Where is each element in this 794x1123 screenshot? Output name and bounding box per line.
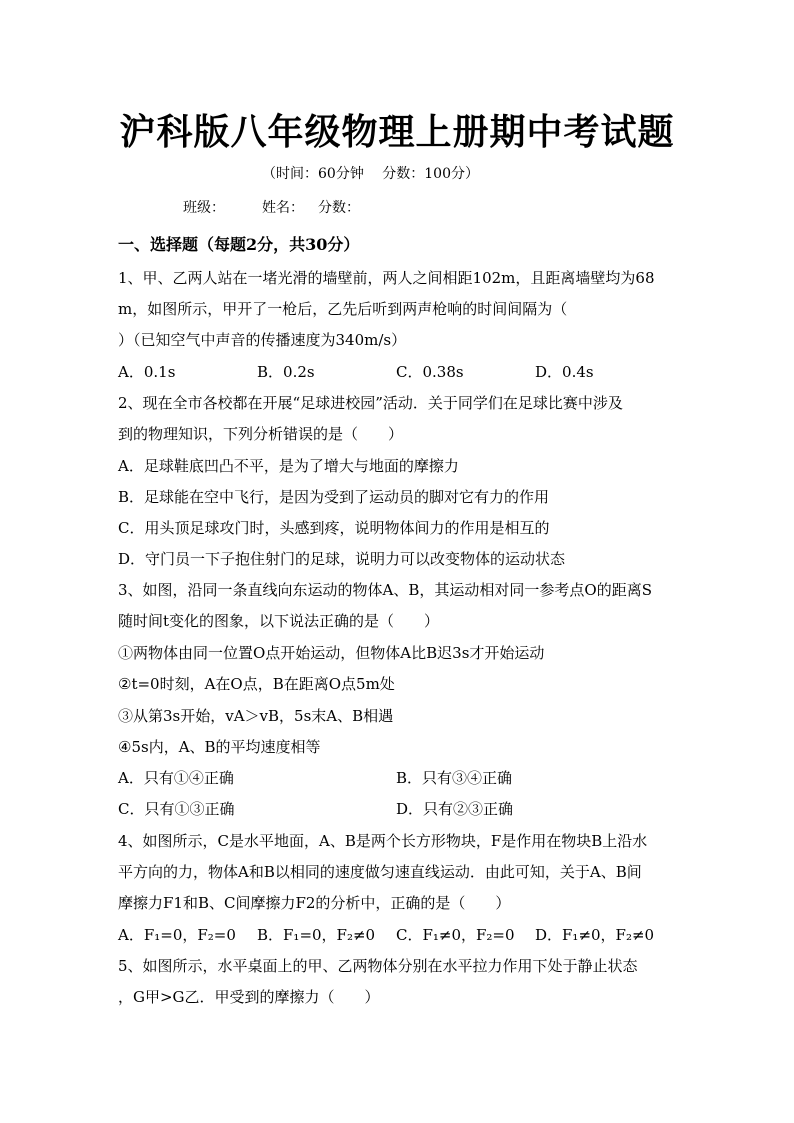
q3-line2: 随时间t变化的图象，以下说法正确的是（ ） <box>118 612 440 630</box>
q4-option-a: A．F₁=0，F₂=0 <box>118 926 236 944</box>
q2-option-b: B．足球能在空中飞行，是因为受到了运动员的脚对它有力的作用 <box>118 488 550 506</box>
q2-line2: 到的物理知识，下列分析错误的是（ ） <box>118 425 404 443</box>
q1-option-c: C．0.38s <box>396 363 464 381</box>
q1-line2: m，如图所示，甲开了一枪后，乙先后听到两声枪响的时间间隔为（ <box>118 300 568 318</box>
section-heading: 一、选择题（每题2分，共30分） <box>118 235 360 254</box>
q4-option-c: C．F₁≠0，F₂=0 <box>396 926 515 944</box>
q4-line1: 4、如图所示，C是水平地面，A、B是两个长方形物块，F是作用在物块B上沿水 <box>118 832 648 850</box>
q3-statement-3: ③从第3s开始，vA＞vB，5s末A、B相遇 <box>118 707 394 725</box>
q3-option-c: C．只有①③正确 <box>118 800 235 818</box>
q2-line1: 2、现在全市各校都在开展“足球进校园”活动．关于同学们在足球比赛中涉及 <box>118 394 623 412</box>
q3-option-b: B．只有③④正确 <box>396 769 513 787</box>
name-label: 姓名： <box>262 200 304 216</box>
q5-line1: 5、如图所示，水平桌面上的甲、乙两物体分别在水平拉力作用下处于静止状态 <box>118 957 638 975</box>
class-label: 班级： <box>183 200 225 216</box>
q4-line2: 平方向的力，物体A和B以相同的速度做匀速直线运动．由此可知，关于A、B间 <box>118 863 642 881</box>
q2-option-a: A．足球鞋底凹凸不平，是为了增大与地面的摩擦力 <box>118 457 459 475</box>
q3-line1: 3、如图，沿同一条直线向东运动的物体A、B，其运动相对同一参考点O的距离S <box>118 581 652 599</box>
q3-statement-2: ②t=0时刻，A在O点，B在距离O点5m处 <box>118 675 395 693</box>
q2-option-d: D．守门员一下子抱住射门的足球，说明力可以改变物体的运动状态 <box>118 550 566 568</box>
score-label: 分数： <box>318 200 360 216</box>
q3-option-a: A．只有①④正确 <box>118 769 234 787</box>
q4-line3: 摩擦力F1和B、C间摩擦力F2的分析中，正确的是（ ） <box>118 894 511 912</box>
q1-option-d: D．0.4s <box>535 363 594 381</box>
q1-line3: ）（已知空气中声音的传播速度为340m/s） <box>118 331 407 349</box>
q3-option-d: D．只有②③正确 <box>396 800 514 818</box>
q2-option-c: C．用头顶足球攻门时，头感到疼，说明物体间力的作用是相互的 <box>118 519 550 537</box>
exam-title: 沪科版八年级物理上册期中考试题 <box>119 111 675 153</box>
q4-option-b: B．F₁=0，F₂≠0 <box>257 926 376 944</box>
q1-option-b: B．0.2s <box>257 363 315 381</box>
q3-statement-1: ①两物体由同一位置O点开始运动，但物体A比B迟3s才开始运动 <box>118 644 545 662</box>
exam-subtitle: （时间：60分钟 分数：100分） <box>262 166 479 182</box>
q3-statement-4: ④5s内，A、B的平均速度相等 <box>118 738 321 756</box>
q4-option-d: D．F₁≠0，F₂≠0 <box>535 926 655 944</box>
q1-option-a: A．0.1s <box>118 363 176 381</box>
q1-line1: 1、甲、乙两人站在一堵光滑的墙壁前，两人之间相距102m，且距离墙壁均为68 <box>118 269 655 287</box>
q5-line2: ，G甲>G乙．甲受到的摩擦力（ ） <box>118 988 380 1006</box>
